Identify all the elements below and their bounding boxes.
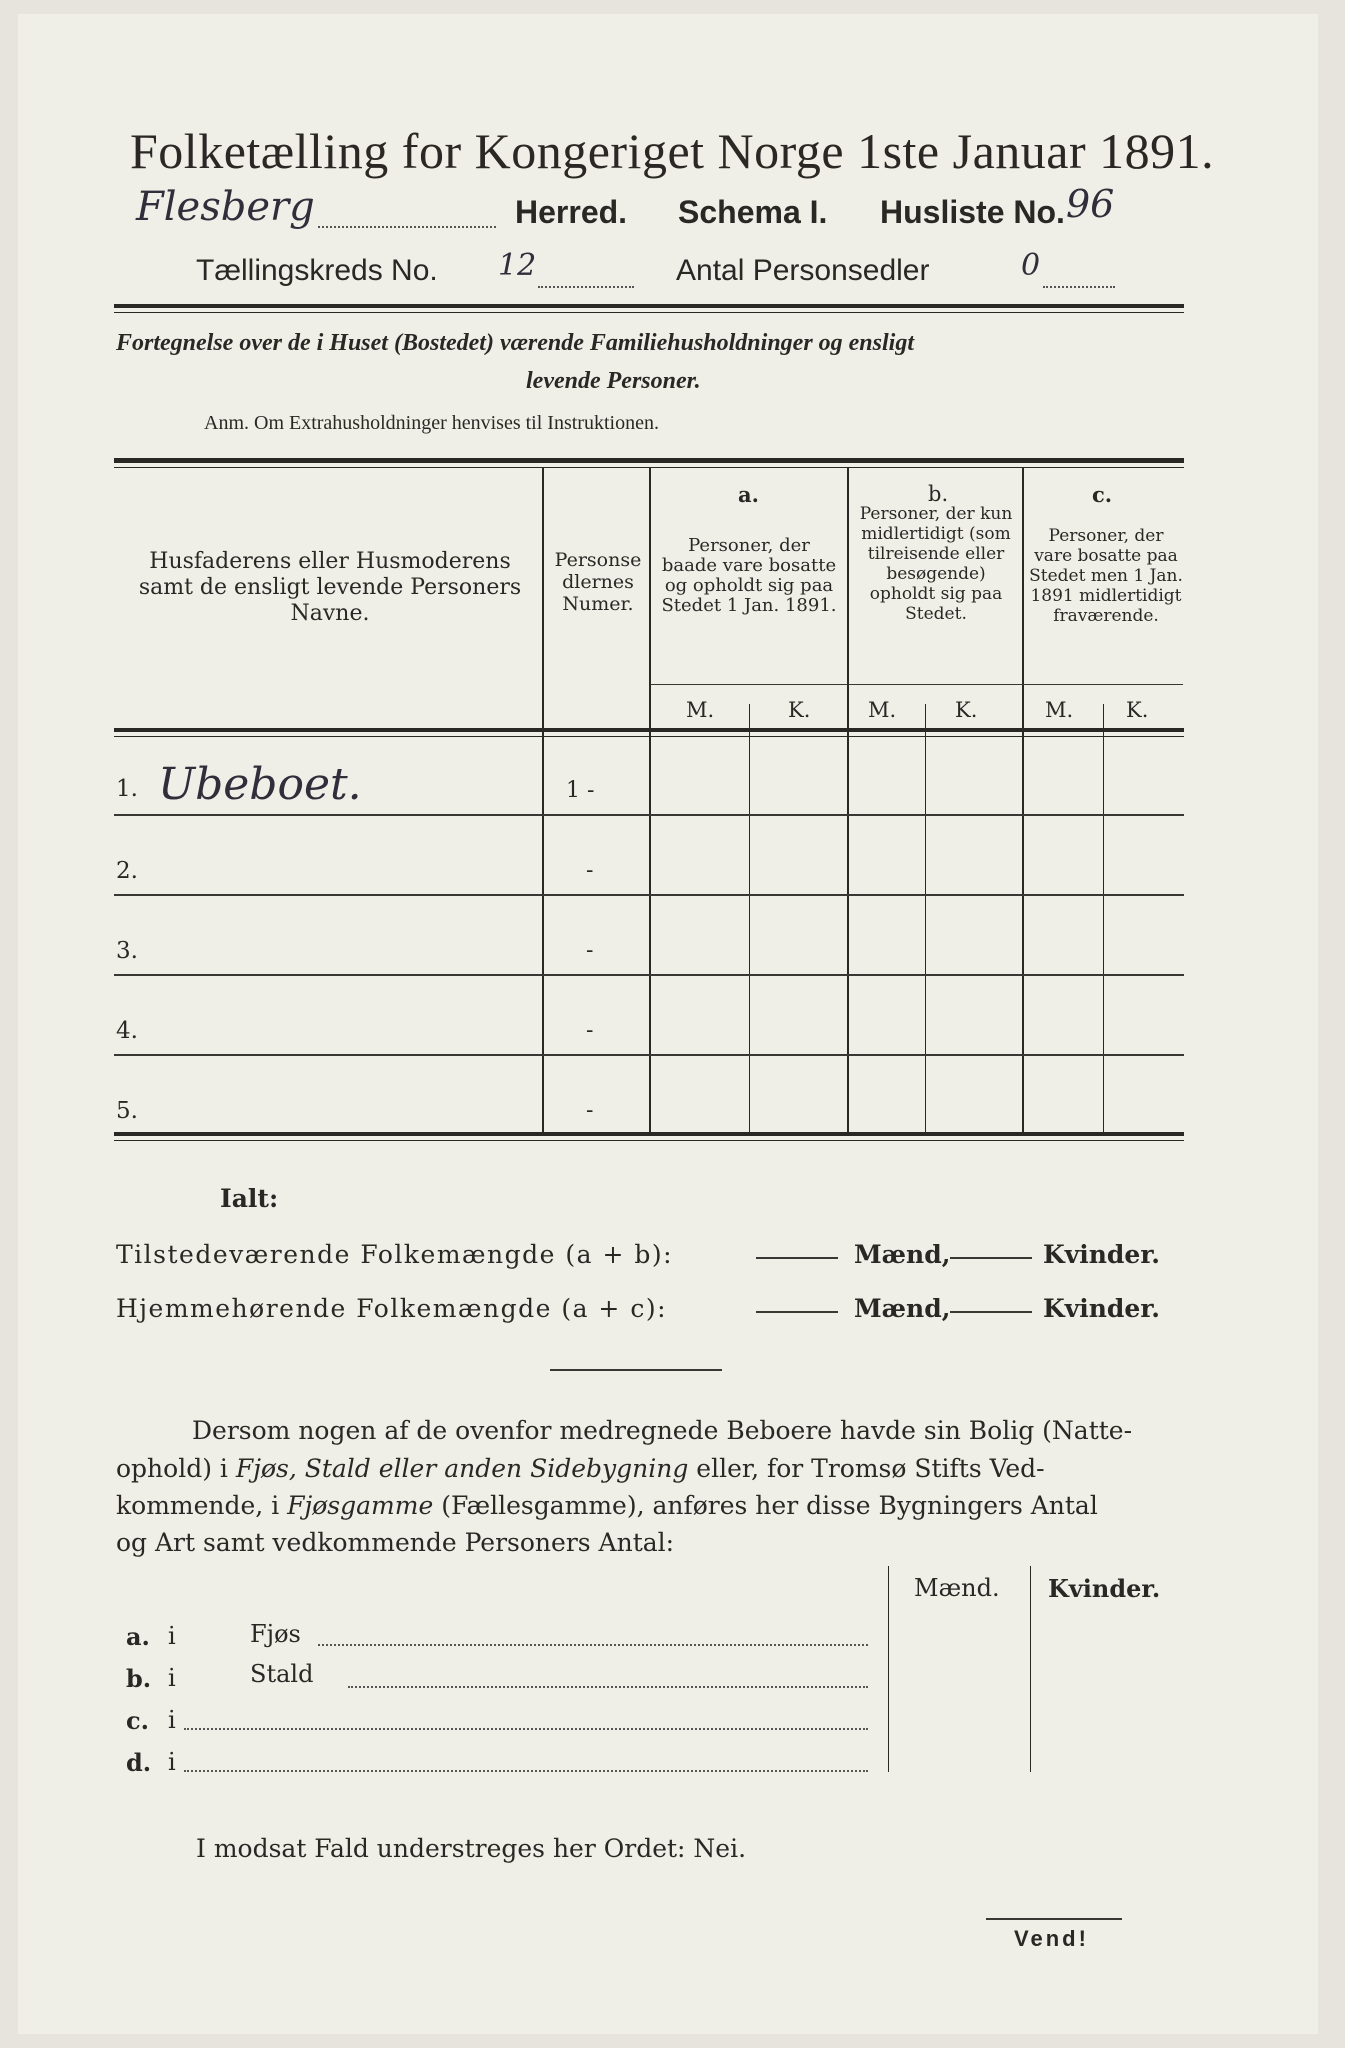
row-1-sedler: 1 -: [566, 778, 595, 803]
form-title: Folketælling for Kongeriget Norge 1ste Januar 1891.: [130, 123, 1215, 179]
col-a-letter: a.: [738, 482, 759, 507]
building-col-divider-1: [888, 1566, 889, 1772]
kreds-dots: [538, 286, 634, 288]
header-bottom-rule-thin: [114, 736, 1184, 737]
paragraph-line-2c: eller, for Tromsø Stifts Ved-: [688, 1454, 1045, 1483]
paragraph-line-3a: kommende, i: [116, 1491, 288, 1520]
header-rule-thick: [114, 304, 1184, 308]
building-row-d-dots: [184, 1770, 868, 1772]
paragraph-line-2: [116, 1454, 1045, 1483]
census-form-sheet: [18, 14, 1318, 2034]
paragraph-line-3b: Fjøsgamme: [287, 1491, 434, 1520]
row-4-rule: [114, 1054, 1184, 1056]
col-b-letter: b.: [928, 482, 949, 506]
building-col-divider-2: [1030, 1566, 1031, 1772]
intro-line-2: levende Personer.: [526, 368, 701, 394]
building-row-d-letter: d.: [126, 1748, 152, 1777]
building-kvinder-header: Kvinder.: [1048, 1574, 1161, 1603]
building-row-a-dots: [318, 1644, 868, 1646]
header-rule-thin: [114, 312, 1184, 313]
row-2-number: 2.: [116, 858, 138, 884]
col-divider-2: [649, 468, 651, 1134]
building-row-d-i: i: [168, 1748, 176, 1776]
husliste-label: Husliste No.: [880, 194, 1065, 230]
col-a-text: Personer, der baade vare bosatte og opholdt sig paa Stedet 1 Jan. 1891.: [661, 535, 837, 616]
schema-label: Schema I.: [678, 194, 828, 230]
col-divider-4: [1022, 468, 1024, 1134]
col-c-m: M.: [1045, 698, 1074, 722]
row-3-rule: [114, 974, 1184, 976]
col-a-k: K.: [788, 698, 811, 722]
intro-line-1: Fortegnelse over de i Huset (Bostedet) værende Familiehusholdninger og ensligt: [116, 330, 914, 356]
table-top-rule-thick: [114, 458, 1184, 463]
tilstede-kvinder-blank: [950, 1257, 1032, 1259]
nei-line: I modsat Fald understreges her Ordet: Nei.: [196, 1834, 747, 1863]
col-b-k: K.: [955, 698, 978, 722]
kreds-value: 12: [498, 248, 537, 283]
personsedler-value: 0: [1021, 248, 1041, 283]
tilstede-maend: Mænd,: [854, 1240, 951, 1269]
vend-label: Vend!: [1014, 1926, 1089, 1951]
tilstede-label: Tilstedeværende Folkemængde (a + b):: [116, 1240, 674, 1269]
hjemme-maend-blank: [756, 1311, 838, 1313]
building-row-a-label: Fjøs: [250, 1620, 301, 1648]
building-row-c-dots: [184, 1728, 868, 1730]
col-divider-1: [542, 468, 544, 1134]
paragraph-line-3: [116, 1491, 1098, 1520]
ialt-label: Ialt:: [220, 1184, 279, 1213]
row-1-rule: [114, 814, 1184, 816]
vend-rule: [986, 1918, 1122, 1920]
paragraph-line-1: Dersom nogen af de ovenfor medregnede Beboere havde sin Bolig (Natte-: [192, 1416, 1133, 1445]
building-row-b-i: i: [168, 1664, 176, 1692]
row-5-sedler: -: [586, 1098, 594, 1123]
herred-value: Flesberg: [136, 184, 315, 230]
col-c-text: Personer, der vare bosatte paa Stedet men 1 Jan. 1891 midlertidigt fraværende.: [1029, 526, 1183, 626]
row-4-number: 4.: [116, 1018, 138, 1044]
col-c-k: K.: [1126, 698, 1149, 722]
paragraph-line-4: og Art samt vedkommende Personers Antal:: [116, 1528, 675, 1557]
building-row-c-letter: c.: [126, 1706, 149, 1735]
building-row-b-letter: b.: [126, 1664, 152, 1693]
personsedler-label: Antal Personsedler: [676, 254, 930, 287]
mk-header-rule: [651, 684, 1183, 685]
header-bottom-rule-thick: [114, 728, 1184, 732]
col-divider-3: [847, 468, 849, 1134]
building-row-a-letter: a.: [126, 1622, 150, 1651]
building-row-c-i: i: [168, 1706, 176, 1734]
hjemme-kvinder: Kvinder.: [1043, 1294, 1160, 1323]
table-bottom-rule-thin: [114, 1140, 1184, 1141]
col-b-text: Personer, der kun midlertidigt (som tilreisende eller besøgende) opholdt sig paa Stedet.: [859, 504, 1013, 624]
col-name-header: Husfaderens eller Husmoderens samt de ensligt levende Personers Navne.: [138, 549, 522, 626]
table-bottom-rule-thick: [114, 1132, 1184, 1136]
building-row-b-dots: [348, 1686, 868, 1688]
kreds-label: Tællingskreds No.: [196, 254, 438, 287]
paragraph-line-3c: (Fællesgamme), anføres her disse Bygningers Antal: [433, 1491, 1098, 1520]
col-divider-a-mk: [749, 704, 750, 1134]
anm-note: Anm. Om Extrahusholdninger henvises til Instruktionen.: [204, 412, 659, 434]
col-a-m: M.: [686, 698, 715, 722]
col-divider-b-mk: [925, 704, 926, 1134]
col-num-header: Personsedlernes Numer.: [554, 549, 642, 615]
hjemme-kvinder-blank: [950, 1311, 1032, 1313]
col-divider-c-mk: [1103, 704, 1104, 1134]
building-row-a-i: i: [168, 1622, 176, 1650]
hjemme-label: Hjemmehørende Folkemængde (a + c):: [116, 1294, 667, 1323]
paragraph-line-2a: ophold) i: [116, 1454, 236, 1483]
tilstede-maend-blank: [756, 1257, 838, 1259]
herred-label: Herred.: [515, 194, 628, 230]
row-3-sedler: -: [586, 938, 594, 963]
personsedler-dots: [1043, 286, 1115, 288]
col-c-letter: c.: [1092, 482, 1113, 507]
building-row-b-label: Stald: [250, 1660, 314, 1688]
row-2-rule: [114, 894, 1184, 896]
row-4-sedler: -: [586, 1018, 594, 1043]
row-2-sedler: -: [586, 858, 594, 883]
building-maend-header: Mænd.: [914, 1574, 1000, 1602]
row-5-number: 5.: [116, 1098, 138, 1124]
hjemme-maend: Mænd,: [854, 1294, 951, 1323]
herred-dots: [318, 226, 496, 228]
separator-rule: [550, 1369, 722, 1371]
col-b-m: M.: [868, 698, 897, 722]
paragraph-line-2b: Fjøs, Stald eller anden Sidebygning: [235, 1454, 689, 1483]
tilstede-kvinder: Kvinder.: [1043, 1240, 1160, 1269]
husliste-value: 96: [1066, 182, 1115, 226]
row-1-name: Ubeboet.: [158, 759, 362, 810]
row-3-number: 3.: [116, 938, 138, 964]
row-1-number: 1.: [116, 776, 138, 802]
